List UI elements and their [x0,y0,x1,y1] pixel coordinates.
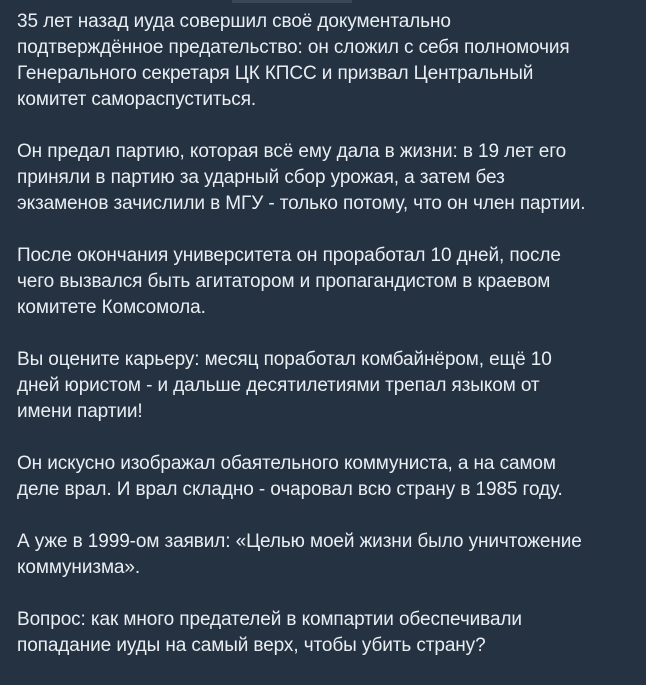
message-line: комитете Комсомола. [17,297,206,318]
message-paragraph-2 [17,139,632,217]
message-text [17,9,632,659]
message-line: приняли в партию за ударный сбор урожая, а затем без [17,167,505,188]
message-paragraph-4 [17,347,632,425]
message-line: Он предал партию, которая всё ему дала в жизни: в 19 лет его [17,141,567,162]
message-paragraph-3 [17,243,632,321]
message-line: После окончания университета он проработал 10 дней, после [17,245,561,266]
message-line: чего вызвался быть агитатором и пропагандистом в краевом [17,271,551,292]
message-line: подтверждённое предательство: он сложил с себя полномочия [17,37,570,58]
message-line: экзаменов зачислили в МГУ - только потому, что он член партии. [17,193,586,214]
message-line: попадание иуды на самый верх, чтобы убить страну? [17,635,486,656]
message-paragraph-7 [17,607,632,659]
message-line: Вопрос: как много предателей в компартии обеспечивали [17,609,522,630]
top-edge-strip [232,0,352,3]
message-line: А уже в 1999-ом заявил: «Целью моей жизни было уничтожение [17,531,582,552]
message-line: Он искусно изображал обаятельного коммуниста, а на самом [17,453,556,474]
message-line: комитет самораспуститься. [17,89,257,110]
message-line: имени партии! [17,401,143,422]
message-line: деле врал. И врал складно - очаровал всю страну в 1985 году. [17,479,563,500]
message-line: дней юристом - и дальше десятилетиями трепал языком от [17,375,540,396]
message-line: Генерального секретаря ЦК КПСС и призвал Центральный [17,63,534,84]
message-paragraph-6 [17,529,632,581]
message-paragraph-5 [17,451,632,503]
message-line: коммунизма». [17,557,141,578]
message-line: Вы оцените карьеру: месяц поработал комбайнёром, ещё 10 [17,349,552,370]
message-paragraph-1 [17,9,632,113]
message-line: 35 лет назад иуда совершил своё документально [17,11,451,32]
